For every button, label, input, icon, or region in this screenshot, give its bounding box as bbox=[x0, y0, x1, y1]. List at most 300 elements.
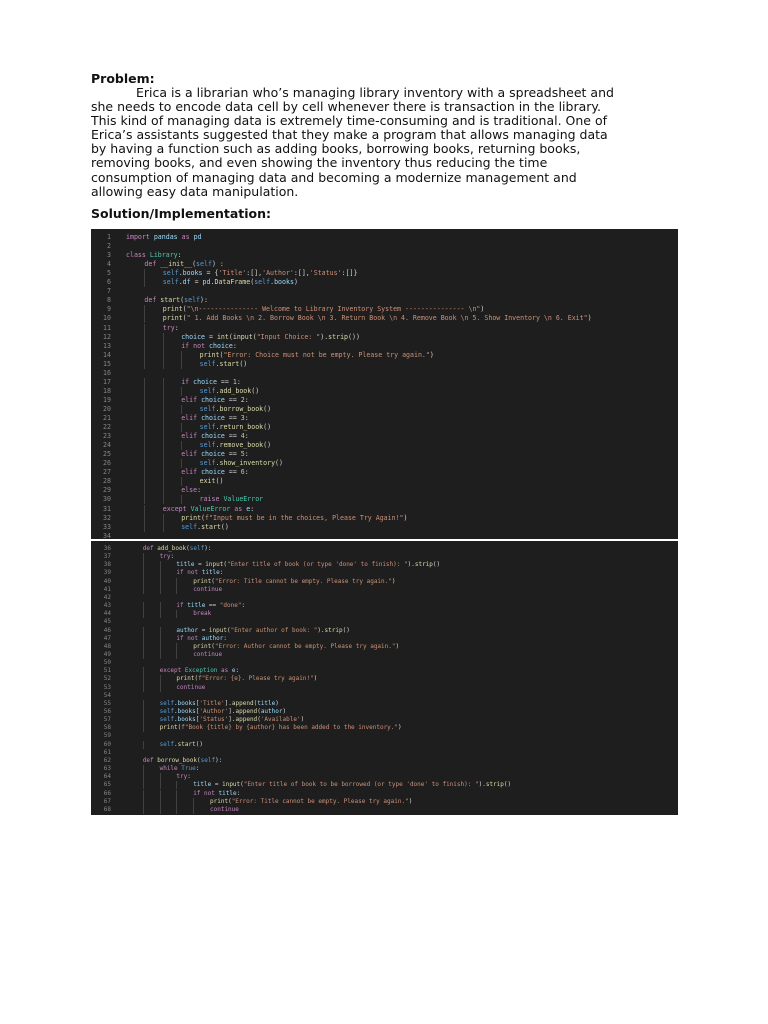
code-text: continue bbox=[176, 683, 206, 691]
code-line bbox=[91, 610, 678, 618]
indent-guide bbox=[160, 790, 161, 798]
line-number: 8 bbox=[107, 296, 111, 305]
indent-guide bbox=[160, 806, 161, 814]
indent-guide bbox=[144, 278, 145, 287]
code-line bbox=[91, 569, 678, 577]
indent-guide bbox=[143, 765, 144, 773]
indent-guide bbox=[181, 405, 182, 414]
code-line bbox=[91, 741, 678, 749]
line-number: 4 bbox=[107, 260, 111, 269]
indent-guide bbox=[193, 798, 194, 806]
indent-guide bbox=[144, 514, 145, 523]
indent-guide bbox=[160, 781, 161, 789]
indent-guide bbox=[143, 643, 144, 651]
indent-guide bbox=[160, 610, 161, 618]
code-text: try: bbox=[159, 553, 175, 561]
indent-guide bbox=[181, 360, 182, 369]
line-number: 34 bbox=[103, 531, 111, 539]
code-line bbox=[91, 314, 678, 323]
line-number: 36 bbox=[103, 545, 111, 552]
indent-guide bbox=[181, 495, 182, 504]
indent-guide bbox=[163, 523, 164, 532]
line-number: 39 bbox=[103, 569, 111, 577]
code-line bbox=[91, 260, 678, 269]
code-line bbox=[91, 532, 678, 539]
code-line bbox=[91, 732, 678, 740]
line-number: 61 bbox=[103, 748, 111, 756]
indent-guide bbox=[144, 405, 145, 414]
line-number: 22 bbox=[103, 423, 111, 432]
code-text: except ValueError as e: bbox=[162, 504, 255, 513]
code-text: self.add_book() bbox=[199, 386, 260, 395]
line-number: 44 bbox=[103, 610, 111, 618]
indent-guide bbox=[160, 602, 161, 610]
indent-guide bbox=[143, 716, 144, 724]
line-number: 37 bbox=[103, 553, 111, 561]
code-text: self.df = pd.DataFrame(self.books) bbox=[162, 278, 298, 287]
code-line bbox=[91, 514, 678, 523]
code-text: if not title: bbox=[193, 789, 241, 797]
code-text: self.return_book() bbox=[199, 423, 272, 432]
indent-guide bbox=[181, 459, 182, 468]
code-line bbox=[91, 618, 678, 626]
indent-guide bbox=[143, 553, 144, 561]
code-text: self.show_inventory() bbox=[199, 459, 283, 468]
code-text: while True: bbox=[159, 765, 200, 773]
indent-guide bbox=[160, 635, 161, 643]
code-text: print("Error: Choice must not be empty. Please try again.") bbox=[199, 350, 434, 359]
code-text: try: bbox=[176, 773, 191, 781]
indent-guide bbox=[163, 360, 164, 369]
code-line bbox=[91, 757, 678, 765]
indent-guide bbox=[176, 790, 177, 798]
line-number: 63 bbox=[103, 765, 111, 773]
indent-guide bbox=[143, 790, 144, 798]
indent-guide bbox=[143, 578, 144, 586]
code-line bbox=[91, 369, 678, 378]
line-number: 47 bbox=[103, 634, 111, 642]
indent-guide bbox=[144, 305, 145, 314]
code-line bbox=[91, 765, 678, 773]
line-number: 67 bbox=[103, 797, 111, 805]
code-line bbox=[91, 305, 678, 314]
code-line bbox=[91, 342, 678, 351]
code-line bbox=[91, 716, 678, 724]
code-line bbox=[91, 594, 678, 602]
code-line bbox=[91, 708, 678, 716]
indent-guide bbox=[143, 684, 144, 692]
indent-guide bbox=[163, 396, 164, 405]
indent-guide bbox=[144, 432, 145, 441]
indent-guide bbox=[143, 781, 144, 789]
code-line bbox=[91, 553, 678, 561]
solution-heading: Solution/Implementation: bbox=[91, 206, 272, 221]
line-number: 31 bbox=[103, 504, 111, 513]
problem-heading: Problem: bbox=[91, 71, 155, 86]
indent-guide bbox=[143, 602, 144, 610]
line-number: 20 bbox=[103, 404, 111, 413]
line-number: 49 bbox=[103, 650, 111, 658]
code-text: self.start() bbox=[159, 740, 203, 748]
code-line bbox=[91, 251, 678, 260]
indent-guide bbox=[144, 396, 145, 405]
line-number: 64 bbox=[103, 773, 111, 781]
line-number: 60 bbox=[103, 740, 111, 748]
code-text: continue bbox=[210, 805, 239, 813]
indent-guide bbox=[163, 351, 164, 360]
indent-guide bbox=[144, 387, 145, 396]
indent-guide bbox=[163, 477, 164, 486]
line-number: 17 bbox=[103, 377, 111, 386]
indent-guide bbox=[160, 569, 161, 577]
indent-guide bbox=[143, 724, 144, 732]
line-number: 9 bbox=[107, 305, 111, 314]
code-text: print("\n--------------- Welcome to Library Inventory System --------------- \n") bbox=[162, 305, 485, 314]
line-number: 3 bbox=[107, 251, 111, 260]
indent-guide bbox=[163, 378, 164, 387]
code-text: author = input("Enter author of book: ").strip() bbox=[176, 626, 350, 634]
line-number: 43 bbox=[103, 602, 111, 610]
indent-guide bbox=[143, 561, 144, 569]
line-number: 18 bbox=[103, 386, 111, 395]
line-number: 54 bbox=[103, 691, 111, 699]
line-number: 10 bbox=[103, 314, 111, 323]
code-text: if not author: bbox=[176, 634, 228, 642]
indent-guide bbox=[160, 627, 161, 635]
line-number: 13 bbox=[103, 341, 111, 350]
indent-guide bbox=[143, 667, 144, 675]
code-line bbox=[91, 700, 678, 708]
code-line bbox=[91, 360, 678, 369]
code-text: self.books['Author'].append(author) bbox=[159, 708, 287, 715]
problem-line: by having a function such as adding books, borrowing books, returning books, bbox=[91, 141, 581, 157]
code-text: self.books = {'Title':[],'Author':[],'Status':[]} bbox=[162, 269, 358, 278]
code-text: def borrow_book(self): bbox=[142, 756, 223, 764]
code-line bbox=[91, 724, 678, 732]
indent-guide bbox=[144, 523, 145, 532]
line-number: 2 bbox=[107, 242, 111, 251]
line-number: 65 bbox=[103, 781, 111, 789]
indent-guide bbox=[143, 627, 144, 635]
indent-guide bbox=[163, 423, 164, 432]
indent-guide bbox=[143, 708, 144, 716]
indent-guide bbox=[181, 351, 182, 360]
indent-guide bbox=[163, 468, 164, 477]
code-line bbox=[91, 441, 678, 450]
code-text: if not title: bbox=[176, 569, 224, 577]
indent-guide bbox=[160, 651, 161, 659]
code-text: elif choice == 6: bbox=[181, 468, 249, 477]
code-line bbox=[91, 586, 678, 594]
indent-guide bbox=[163, 432, 164, 441]
code-line bbox=[91, 468, 678, 477]
line-number: 25 bbox=[103, 450, 111, 459]
code-line bbox=[91, 675, 678, 683]
code-line bbox=[91, 684, 678, 692]
code-line bbox=[91, 505, 678, 514]
indent-guide bbox=[176, 806, 177, 814]
line-number: 48 bbox=[103, 642, 111, 650]
code-line bbox=[91, 561, 678, 569]
code-text: raise ValueError bbox=[199, 495, 264, 504]
indent-guide bbox=[163, 441, 164, 450]
code-text: continue bbox=[193, 585, 223, 593]
code-line bbox=[91, 578, 678, 586]
code-line bbox=[91, 659, 678, 667]
indent-guide bbox=[144, 450, 145, 459]
code-text: def __init__(self) : bbox=[144, 260, 224, 269]
line-number: 53 bbox=[103, 683, 111, 691]
line-number: 19 bbox=[103, 395, 111, 404]
indent-guide bbox=[176, 781, 177, 789]
line-number: 45 bbox=[103, 618, 111, 626]
code-line bbox=[91, 233, 678, 242]
code-line bbox=[91, 806, 678, 814]
indent-guide bbox=[143, 806, 144, 814]
line-number: 16 bbox=[103, 368, 111, 377]
indent-guide bbox=[160, 586, 161, 594]
indent-guide bbox=[160, 578, 161, 586]
indent-guide bbox=[176, 586, 177, 594]
indent-guide bbox=[176, 578, 177, 586]
line-number: 38 bbox=[103, 561, 111, 569]
indent-guide bbox=[143, 700, 144, 708]
indent-guide bbox=[160, 675, 161, 683]
code-line bbox=[91, 627, 678, 635]
code-line bbox=[91, 545, 678, 553]
indent-guide bbox=[163, 387, 164, 396]
problem-paragraph bbox=[91, 86, 671, 199]
code-text: try: bbox=[162, 323, 179, 332]
code-text: title = input("Enter title of book to be borrowed (or type 'done' to finish): ").strip() bbox=[193, 781, 512, 789]
indent-guide bbox=[176, 798, 177, 806]
indent-guide bbox=[143, 610, 144, 618]
code-screenshot-2 bbox=[91, 541, 678, 815]
indent-guide bbox=[144, 468, 145, 477]
indent-guide bbox=[143, 569, 144, 577]
code-line bbox=[91, 602, 678, 610]
code-line bbox=[91, 378, 678, 387]
problem-line: allowing easy data manipulation. bbox=[91, 183, 299, 199]
code-text: class Library: bbox=[126, 251, 182, 260]
line-number: 59 bbox=[103, 732, 111, 740]
code-text: self.books['Status'].append('Available') bbox=[159, 716, 305, 724]
code-text: self.start() bbox=[199, 359, 248, 368]
code-text: self.remove_book() bbox=[199, 441, 272, 450]
code-line bbox=[91, 269, 678, 278]
indent-guide bbox=[144, 495, 145, 504]
line-number: 46 bbox=[103, 626, 111, 634]
indent-guide bbox=[163, 450, 164, 459]
indent-guide bbox=[163, 486, 164, 495]
indent-guide bbox=[143, 798, 144, 806]
line-number: 1 bbox=[107, 233, 111, 241]
indent-guide bbox=[163, 495, 164, 504]
code-line bbox=[91, 798, 678, 806]
problem-line: This kind of managing data is extremely time-consuming and is traditional. One of bbox=[91, 113, 608, 129]
line-number: 14 bbox=[103, 350, 111, 359]
line-number: 51 bbox=[103, 667, 111, 675]
indent-guide bbox=[144, 314, 145, 323]
indent-guide bbox=[144, 360, 145, 369]
code-line bbox=[91, 396, 678, 405]
code-line bbox=[91, 781, 678, 789]
indent-guide bbox=[144, 486, 145, 495]
line-number: 41 bbox=[103, 585, 111, 593]
indent-guide bbox=[181, 387, 182, 396]
code-screenshot-1 bbox=[91, 229, 678, 539]
line-number: 21 bbox=[103, 414, 111, 422]
code-line bbox=[91, 333, 678, 342]
code-line bbox=[91, 749, 678, 757]
code-line bbox=[91, 432, 678, 441]
code-text: exit() bbox=[199, 477, 224, 486]
line-number: 12 bbox=[103, 332, 111, 341]
code-line bbox=[91, 324, 678, 333]
line-number: 40 bbox=[103, 577, 111, 585]
code-text: print("Error: Title cannot be empty. Please try again.") bbox=[193, 577, 396, 585]
code-text: print(f"Input must be in the choices, Please Try Again!") bbox=[181, 513, 408, 522]
line-number: 6 bbox=[107, 278, 111, 287]
line-number: 42 bbox=[103, 593, 111, 601]
line-number: 32 bbox=[103, 513, 111, 522]
code-text: elif choice == 4: bbox=[181, 432, 249, 441]
indent-guide bbox=[144, 269, 145, 278]
code-line bbox=[91, 459, 678, 468]
code-text: import pandas as pd bbox=[126, 233, 202, 241]
code-line bbox=[91, 635, 678, 643]
code-text: choice = int(input("Input Choice: ").strip()) bbox=[181, 332, 360, 341]
code-text: if choice == 1: bbox=[181, 377, 241, 386]
line-number: 5 bbox=[107, 269, 111, 278]
indent-guide bbox=[144, 378, 145, 387]
indent-guide bbox=[160, 561, 161, 569]
indent-guide bbox=[144, 351, 145, 360]
code-line bbox=[91, 667, 678, 675]
line-number: 24 bbox=[103, 441, 111, 450]
code-line bbox=[91, 477, 678, 486]
line-number: 27 bbox=[103, 468, 111, 477]
indent-guide bbox=[144, 342, 145, 351]
code-line bbox=[91, 287, 678, 296]
indent-guide bbox=[143, 675, 144, 683]
indent-guide bbox=[163, 414, 164, 423]
code-line bbox=[91, 450, 678, 459]
problem-line: removing books, and even showing the inventory thus reducing the time bbox=[91, 155, 548, 171]
indent-guide bbox=[143, 773, 144, 781]
indent-guide bbox=[144, 333, 145, 342]
code-line bbox=[91, 651, 678, 659]
problem-line: consumption of managing data and becoming a modernize management and bbox=[91, 169, 577, 185]
indent-guide bbox=[144, 459, 145, 468]
code-text: def start(self): bbox=[144, 296, 208, 305]
line-number: 62 bbox=[103, 756, 111, 764]
code-text: self.books['Title'].append(title) bbox=[159, 699, 279, 707]
code-line bbox=[91, 495, 678, 504]
code-line bbox=[91, 351, 678, 360]
code-text: print(f"Book {title} by {author} has been added to the inventory.") bbox=[159, 724, 402, 732]
indent-guide bbox=[144, 324, 145, 333]
code-text: def add_book(self): bbox=[142, 545, 212, 552]
code-text: if not choice: bbox=[181, 341, 237, 350]
code-line bbox=[91, 790, 678, 798]
indent-guide bbox=[181, 423, 182, 432]
code-text: break bbox=[193, 610, 212, 618]
line-number: 68 bbox=[103, 805, 111, 813]
code-text: elif choice == 5: bbox=[181, 450, 249, 459]
indent-guide bbox=[163, 342, 164, 351]
indent-guide bbox=[160, 798, 161, 806]
line-number: 57 bbox=[103, 716, 111, 724]
code-text: title = input("Enter title of book (or type 'done' to finish): ").strip() bbox=[176, 561, 441, 569]
problem-line: she needs to encode data cell by cell whenever there is transaction in the library. bbox=[91, 99, 601, 115]
code-text: continue bbox=[193, 650, 223, 658]
code-line bbox=[91, 773, 678, 781]
indent-guide bbox=[176, 610, 177, 618]
line-number: 33 bbox=[103, 522, 111, 531]
indent-guide bbox=[144, 477, 145, 486]
line-number: 66 bbox=[103, 789, 111, 797]
line-number: 29 bbox=[103, 486, 111, 495]
line-number: 56 bbox=[103, 708, 111, 715]
code-line bbox=[91, 242, 678, 251]
code-text: print(" 1. Add Books \n 2. Borrow Book \n 3. Return Book \n 4. Remove Book \n 5. Show Inventory \n 6. Exit") bbox=[162, 314, 592, 323]
line-number: 15 bbox=[103, 359, 111, 368]
code-text: except Exception as e: bbox=[159, 667, 240, 675]
indent-guide bbox=[144, 423, 145, 432]
indent-guide bbox=[144, 414, 145, 423]
code-text: print(f"Error: {e}. Please try again!") bbox=[176, 675, 318, 683]
indent-guide bbox=[163, 333, 164, 342]
code-line bbox=[91, 692, 678, 700]
indent-guide bbox=[193, 806, 194, 814]
line-number: 50 bbox=[103, 659, 111, 667]
indent-guide bbox=[160, 643, 161, 651]
code-line bbox=[91, 414, 678, 423]
indent-guide bbox=[181, 477, 182, 486]
indent-guide bbox=[163, 405, 164, 414]
line-number: 30 bbox=[103, 495, 111, 504]
code-text: print("Error: Title cannot be empty. Please try again.") bbox=[210, 797, 413, 805]
code-line bbox=[91, 486, 678, 495]
line-number: 55 bbox=[103, 699, 111, 707]
indent-guide bbox=[144, 505, 145, 514]
indent-guide bbox=[181, 441, 182, 450]
indent-guide bbox=[176, 651, 177, 659]
code-text: self.borrow_book() bbox=[199, 404, 272, 413]
indent-guide bbox=[143, 635, 144, 643]
indent-guide bbox=[163, 514, 164, 523]
line-number: 11 bbox=[103, 323, 111, 332]
indent-guide bbox=[144, 441, 145, 450]
code-line bbox=[91, 643, 678, 651]
line-number: 7 bbox=[107, 287, 111, 296]
code-text: print("Error: Author cannot be empty. Please try again.") bbox=[193, 642, 400, 650]
indent-guide bbox=[163, 459, 164, 468]
line-number: 23 bbox=[103, 432, 111, 441]
indent-guide bbox=[176, 643, 177, 651]
indent-guide bbox=[143, 586, 144, 594]
code-line bbox=[91, 278, 678, 287]
problem-line: Erica is a librarian who’s managing library inventory with a spreadsheet and bbox=[136, 85, 614, 100]
indent-guide bbox=[143, 741, 144, 749]
code-line bbox=[91, 387, 678, 396]
code-text: self.start() bbox=[181, 522, 229, 531]
code-text: if title == "done": bbox=[176, 602, 246, 610]
indent-guide bbox=[160, 773, 161, 781]
code-line bbox=[91, 423, 678, 432]
problem-line: Erica’s assistants suggested that they make a program that allows managing data bbox=[91, 127, 608, 143]
